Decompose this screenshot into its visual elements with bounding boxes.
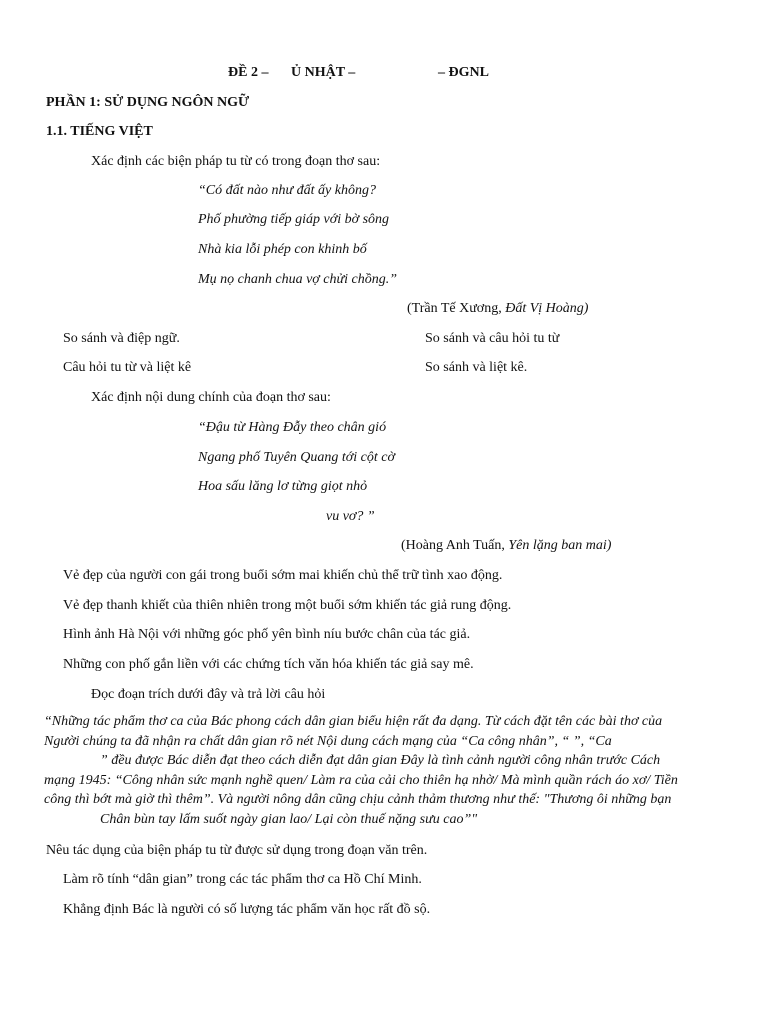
q2-source-author: (Hoàng Anh Tuấn, <box>401 538 509 553</box>
q1-poem-line: Mụ nọ chanh chua vợ chửi chồng.” <box>198 272 398 287</box>
q1-option-b[interactable]: So sánh và câu hỏi tu từ <box>425 331 560 346</box>
q1-poem-line: Nhà kia lỗi phép con khinh bố <box>198 242 367 257</box>
q1-poem-line: “Có đất nào như đất ấy không? <box>198 183 376 198</box>
q2-poem-line: “Đậu từ Hàng Đẫy theo chân gió <box>198 420 387 435</box>
q2-poem-line: Hoa sấu lăng lơ từng giọt nhỏ <box>198 479 368 494</box>
q1-prompt: Xác định các biện pháp tu từ có trong đoạn thơ sau: <box>91 154 381 169</box>
exam-title-part2: Ủ NHẬT – <box>291 65 356 80</box>
q3-passage-line: Người chúng ta đã nhận ra chất dân gian rõ nét Nội dung cách mạng của “Ca công nhân”, “ ”, “Ca <box>44 733 612 749</box>
q2-source-work: Yên lặng ban mai) <box>508 538 612 553</box>
q2-option-a[interactable]: Vẻ đẹp của người con gái trong buổi sớm mai khiến chủ thể trữ tình xao động. <box>63 568 503 583</box>
q1-source-work: Đất Vị Hoàng) <box>505 301 589 316</box>
exam-title-part3: – ĐGNL <box>438 65 489 80</box>
q3-passage <box>44 712 726 829</box>
q1-option-a[interactable]: So sánh và điệp ngữ. <box>63 331 180 346</box>
q2-poem-line: Ngang phố Tuyên Quang tới cột cờ <box>198 450 395 465</box>
q3-option-b[interactable]: Khẳng định Bác là người có số lượng tác phẩm văn học rất đồ sộ. <box>63 902 431 917</box>
q1-source-author: (Trần Tế Xương, <box>407 301 506 316</box>
q3-passage-line: ” đều được Bác diễn đạt theo cách diễn đạt dân gian Đây là tình cảnh người công nhân trước Cách <box>100 753 661 768</box>
q3-passage-line: Chân bùn tay lấm suốt ngày gian lao/ Lại còn thuế nặng sưu cao”" <box>100 811 478 827</box>
q1-poem-line: Phố phường tiếp giáp với bờ sông <box>198 212 390 227</box>
q2-prompt: Xác định nội dung chính của đoạn thơ sau: <box>91 390 331 405</box>
q2-option-b[interactable]: Vẻ đẹp thanh khiết của thiên nhiên trong một buổi sớm khiến tác giả rung động. <box>63 598 512 613</box>
q1-source <box>407 300 588 318</box>
q2-option-d[interactable]: Những con phố gắn liền với các chứng tích văn hóa khiến tác giả say mê. <box>63 657 474 672</box>
section-heading: PHẦN 1: SỬ DỤNG NGÔN NGỮ <box>46 95 250 110</box>
section-subheading: 1.1. TIẾNG VIỆT <box>46 124 153 139</box>
q2-source <box>401 537 611 555</box>
q3-passage-line: công thì bớt mà giờ thì thêm”. Và người nông dân cũng chịu cảnh thảm thương như thế: "Thương ôi những bạn <box>44 792 672 807</box>
q3-passage-line: mạng 1945: “Công nhân sức mạnh nghề quen/ Làm ra của cải cho thiên hạ nhờ/ Mà mình quần rách áo xơ/ Tiền <box>44 772 678 788</box>
q3-question: Nêu tác dụng của biện pháp tu từ được sử dụng trong đoạn văn trên. <box>46 843 428 858</box>
q2-poem-line: vu vơ? ” <box>326 509 375 524</box>
exam-title-part1: ĐỀ 2 – <box>228 65 269 80</box>
q3-prompt: Đọc đoạn trích dưới đây và trả lời câu hỏi <box>91 687 326 702</box>
q1-option-c[interactable]: Câu hỏi tu từ và liệt kê <box>63 360 192 375</box>
q2-option-c[interactable]: Hình ảnh Hà Nội với những góc phố yên bình níu bước chân của tác giả. <box>63 627 471 642</box>
q1-option-d[interactable]: So sánh và liệt kê. <box>425 360 528 375</box>
q3-passage-line: “Những tác phẩm thơ ca của Bác phong cách dân gian biểu hiện rất đa dạng. Từ cách đặt tên các bài thơ của <box>44 714 663 729</box>
q3-option-a[interactable]: Làm rõ tính “dân gian” trong các tác phẩm thơ ca Hồ Chí Minh. <box>63 872 422 887</box>
